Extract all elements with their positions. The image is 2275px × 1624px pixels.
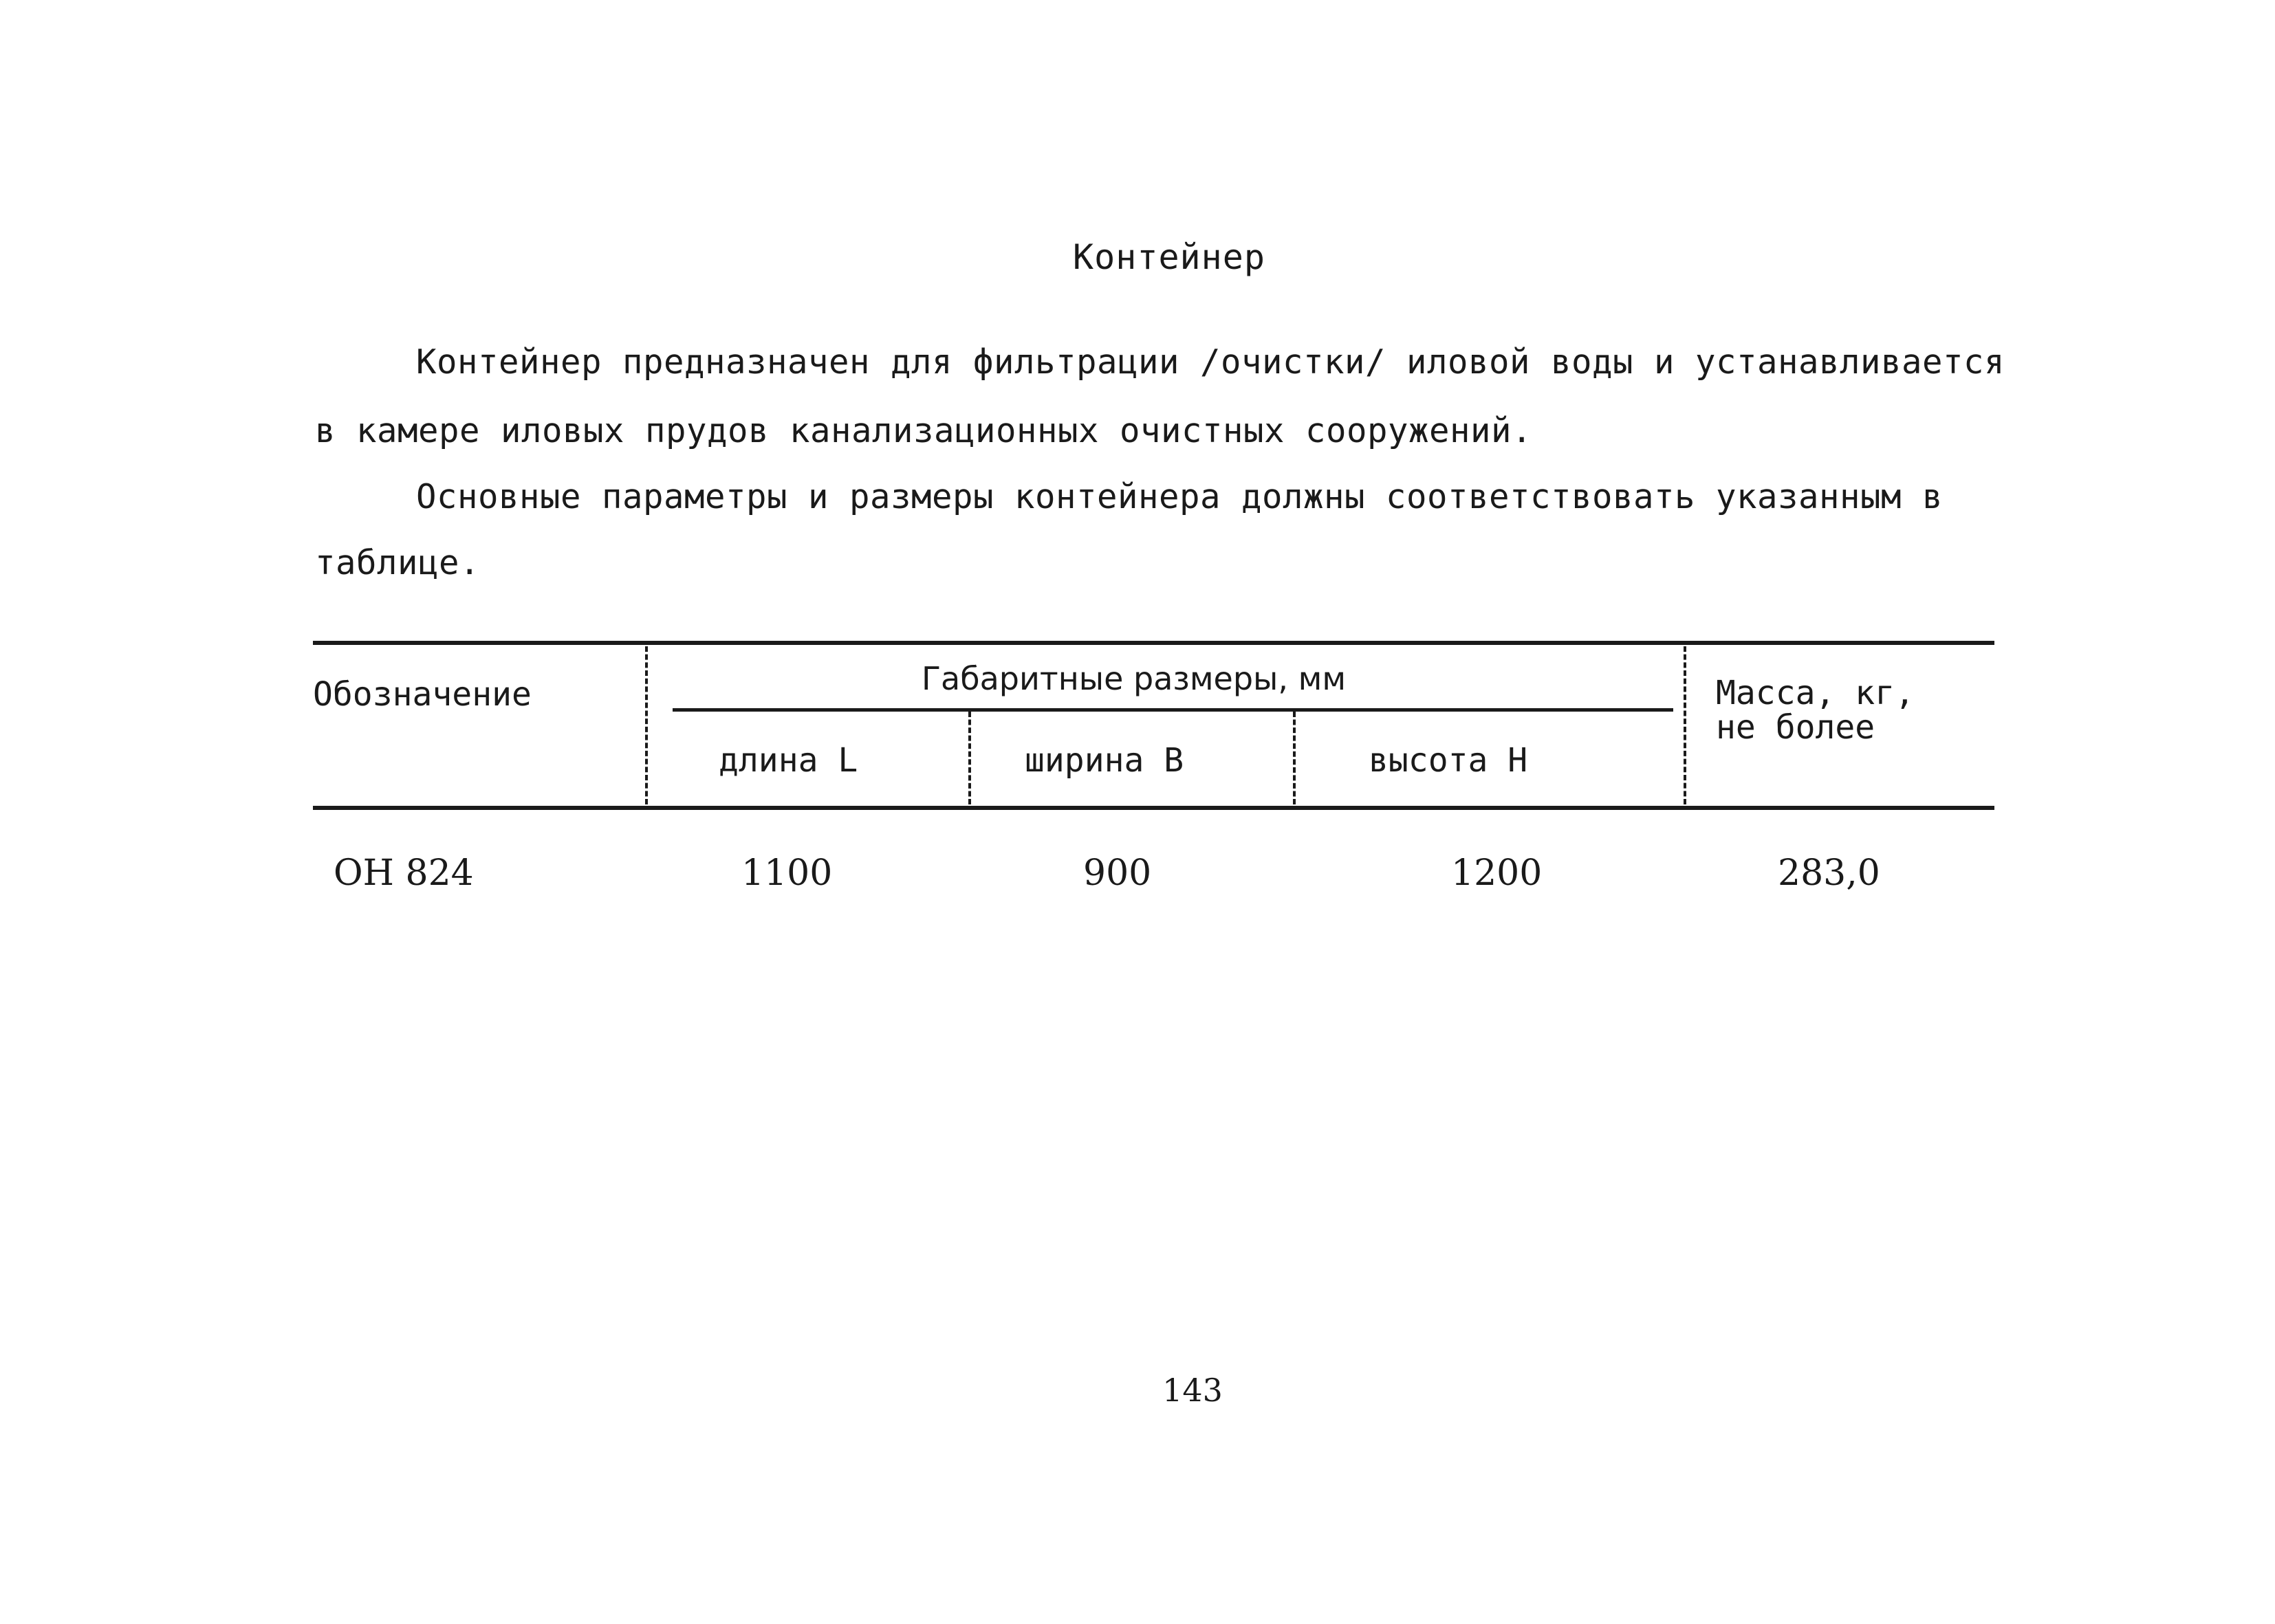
cell-height: 1200 xyxy=(1451,853,1543,894)
table-divider-4 xyxy=(1684,646,1686,804)
table-header-bottom-rule xyxy=(313,806,1994,810)
cell-designation: ОН 824 xyxy=(334,853,474,894)
cell-length: 1100 xyxy=(741,853,833,894)
paragraph-line-2: в камере иловых прудов канализационных очистных сооружений. xyxy=(315,411,1533,450)
table-top-rule xyxy=(313,641,1994,645)
header-height: высота Н xyxy=(1369,741,1528,780)
header-length: длина L xyxy=(719,741,858,780)
header-dimensions-group: Габаритные размеры, мм xyxy=(922,660,1347,697)
table-divider-2 xyxy=(968,712,971,804)
header-designation: Обозначение xyxy=(313,675,532,714)
page-number: 143 xyxy=(1162,1372,1223,1409)
cell-mass: 283,0 xyxy=(1778,853,1880,894)
header-mass-line-2: не более xyxy=(1716,708,1875,747)
header-mass-line-1: Масса, кг, xyxy=(1716,674,1915,712)
table-divider-1 xyxy=(645,646,648,804)
cell-width: 900 xyxy=(1083,853,1152,894)
paragraph-line-1: Контейнер предназначен для фильтрации /очистки/ иловой воды и устанавливается xyxy=(416,342,2005,382)
table-divider-3 xyxy=(1293,712,1296,804)
header-width: ширина В xyxy=(1025,741,1184,780)
table-group-rule xyxy=(673,708,1673,712)
paragraph-line-3: Основные параметры и размеры контейнера должны соответствовать указанным в xyxy=(416,477,1944,516)
document-title: Контейнер xyxy=(1073,237,1265,277)
paragraph-line-4: таблице. xyxy=(315,543,481,582)
